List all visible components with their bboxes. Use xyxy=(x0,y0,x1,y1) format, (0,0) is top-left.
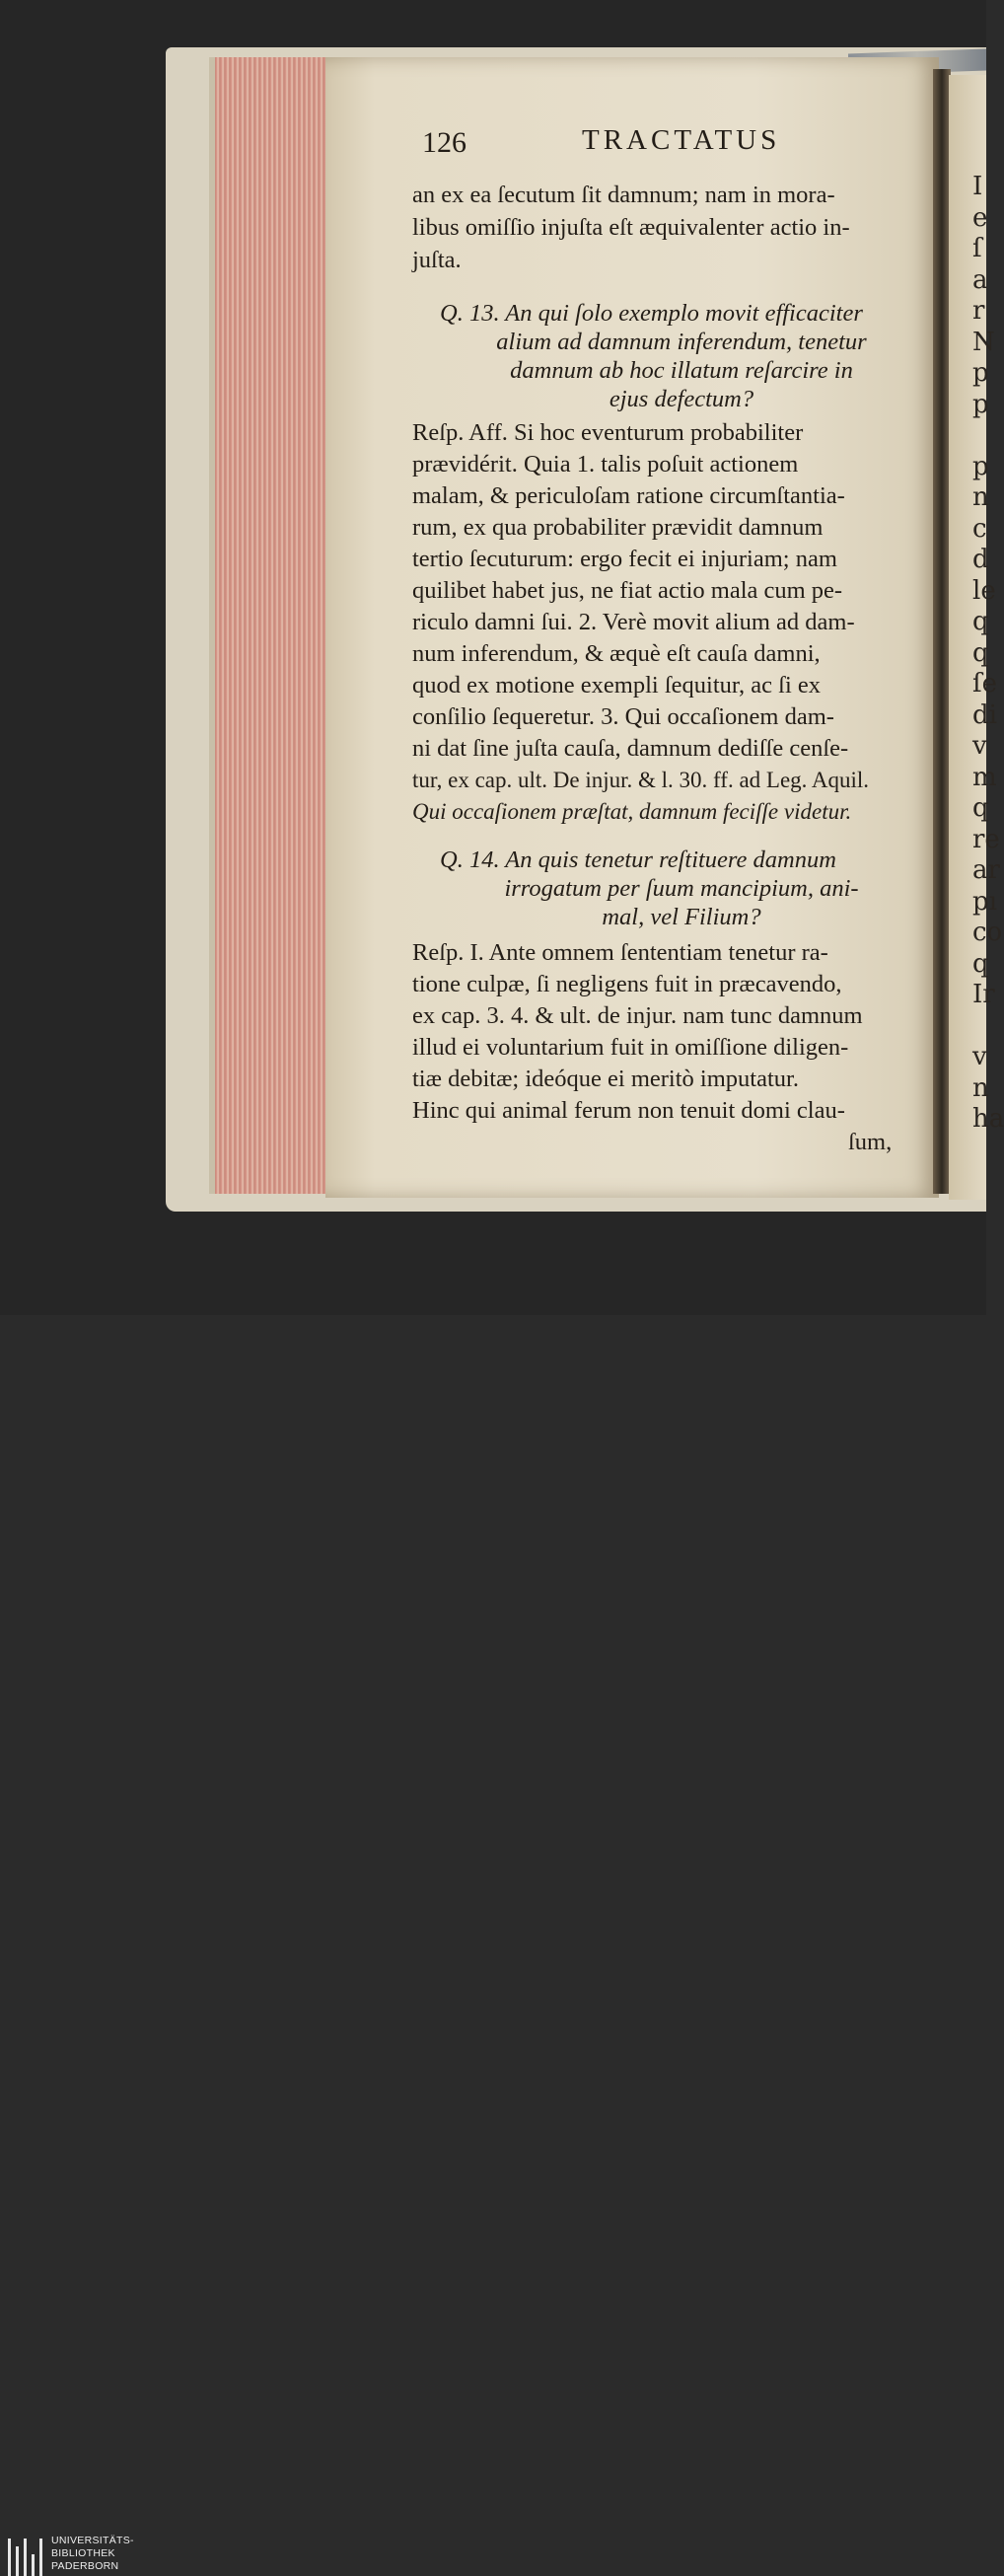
text-line: tiæ debitæ; ideóque ei meritò imputatur. xyxy=(412,1066,799,1092)
right-page-fragment: le xyxy=(972,575,996,606)
text-line: an ex ea ſecutum ſit damnum; nam in mora- xyxy=(412,182,835,208)
text-line: malam, & periculoſam ratione circumſtantia- xyxy=(412,482,845,509)
right-page-fragment: pı xyxy=(972,886,997,917)
question-line: ejus defectum? xyxy=(609,386,754,412)
text-line: illud ei voluntarium fuit in omiſſione diligen- xyxy=(412,1034,849,1061)
text-line: Qui occaſionem præſtat, damnum feciſſe videtur. xyxy=(412,799,852,824)
right-page-fragment: q xyxy=(972,948,989,979)
text-line: quilibet habet jus, ne fiat actio mala cum pe- xyxy=(412,577,843,604)
question-line: mal, vel Filium? xyxy=(602,904,761,930)
logo-text-line: UNIVERSITÄTS- xyxy=(51,2535,134,2546)
text-line: conſilio ſequeretur. 3. Qui occaſionem dam- xyxy=(412,703,834,730)
scan-area xyxy=(0,0,1004,1266)
right-page-fragment: q xyxy=(972,637,989,668)
footer-bar xyxy=(0,1266,986,2572)
question-line: irrogatum per ſuum mancipium, ani- xyxy=(504,875,859,902)
right-page-fragment: n xyxy=(972,1072,989,1103)
right-page-fragment: v xyxy=(972,1042,987,1071)
page-edges xyxy=(209,57,333,1194)
right-page-fragment: q xyxy=(972,793,989,823)
text-line: quod ex motione exempli ſequitur, ac ſi ex xyxy=(412,672,822,699)
text-line: Hinc qui animal ferum non tenuit domi clau- xyxy=(412,1097,845,1124)
right-page-fragment: p xyxy=(972,389,989,419)
right-page-fragment: e xyxy=(972,202,988,233)
right-page-fragment: v xyxy=(972,731,987,761)
text-line: ni dat ſine juſta cauſa, damnum dediſſe cenſe- xyxy=(412,735,849,762)
library-logo-icon xyxy=(8,2539,45,2576)
right-page-fragment: N xyxy=(972,327,995,357)
question-heading: Q. 13. An qui ſolo exemplo movit efficaciter xyxy=(440,300,863,327)
right-page-fragment: ha xyxy=(972,1104,1004,1134)
right-page-fragment: ſe xyxy=(972,669,998,699)
right-page-fragment: n xyxy=(972,482,989,512)
question-heading: Q. 14. An quis tenetur reſtituere damnum xyxy=(440,846,836,873)
text-line: riculo damni ſui. 2. Verè movit alium ad dam- xyxy=(412,609,855,635)
right-page xyxy=(949,75,1004,1200)
right-page-fragment: di xyxy=(972,699,997,730)
question-line: damnum ab hoc illatum reſarcire in xyxy=(510,357,853,384)
logo-text-line: PADERBORN xyxy=(51,2560,119,2572)
catchword: ſum, xyxy=(848,1129,893,1155)
right-page-fragment: re xyxy=(972,824,1000,854)
right-page-fragment: q xyxy=(972,607,989,636)
text-line: prævidérit. Quia 1. talis poſuit actionem xyxy=(412,451,799,478)
text-line: libus omiſſio injuſta eſt æquivalenter actio in- xyxy=(412,214,850,241)
right-page-fragment: d xyxy=(972,545,989,574)
text-line: num inferendum, & æquè eſt cauſa damni, xyxy=(412,640,821,667)
text-line: juſta. xyxy=(412,247,462,273)
right-page-fragment: p xyxy=(972,451,989,481)
right-page-fragment: co xyxy=(972,918,1003,947)
text-line: tur, ex cap. ult. De injur. & l. 30. ff. ad Leg. Aquil. xyxy=(412,768,870,792)
text-line: rum, ex qua probabiliter prævidit damnum xyxy=(412,514,824,541)
right-page-fragment: ar xyxy=(972,855,1000,885)
text-line: Reſp. I. Ante omnem ſententiam tenetur ra- xyxy=(412,939,828,966)
text-line: ex cap. 3. 4. & ult. de injur. nam tunc damnum xyxy=(412,1002,863,1029)
right-page-fragment: Ir xyxy=(972,980,995,1009)
page-number: 126 xyxy=(422,126,466,159)
right-page-fragment: r xyxy=(972,296,985,326)
question-line: alium ad damnum inferendum, tenetur xyxy=(496,329,867,355)
right-page-fragment: c xyxy=(972,513,987,544)
text-line: tertio ſecuturum: ergo fecit ei injuriam; nam xyxy=(412,546,837,572)
logo-text-line: BIBLIOTHEK xyxy=(51,2547,115,2559)
right-page-fragment: p xyxy=(972,358,989,388)
text-line: tione culpæ, ſi negligens fuit in præcavendo, xyxy=(412,971,842,997)
right-page-fragment: a xyxy=(972,264,988,295)
text-line: Reſp. Aff. Si hoc eventurum probabiliter xyxy=(412,419,804,446)
right-page-fragment: ſ xyxy=(972,234,982,263)
right-page-fragment: m xyxy=(972,762,997,792)
right-page-fragment: I xyxy=(972,172,983,201)
running-head: TRACTATUS xyxy=(582,124,781,156)
